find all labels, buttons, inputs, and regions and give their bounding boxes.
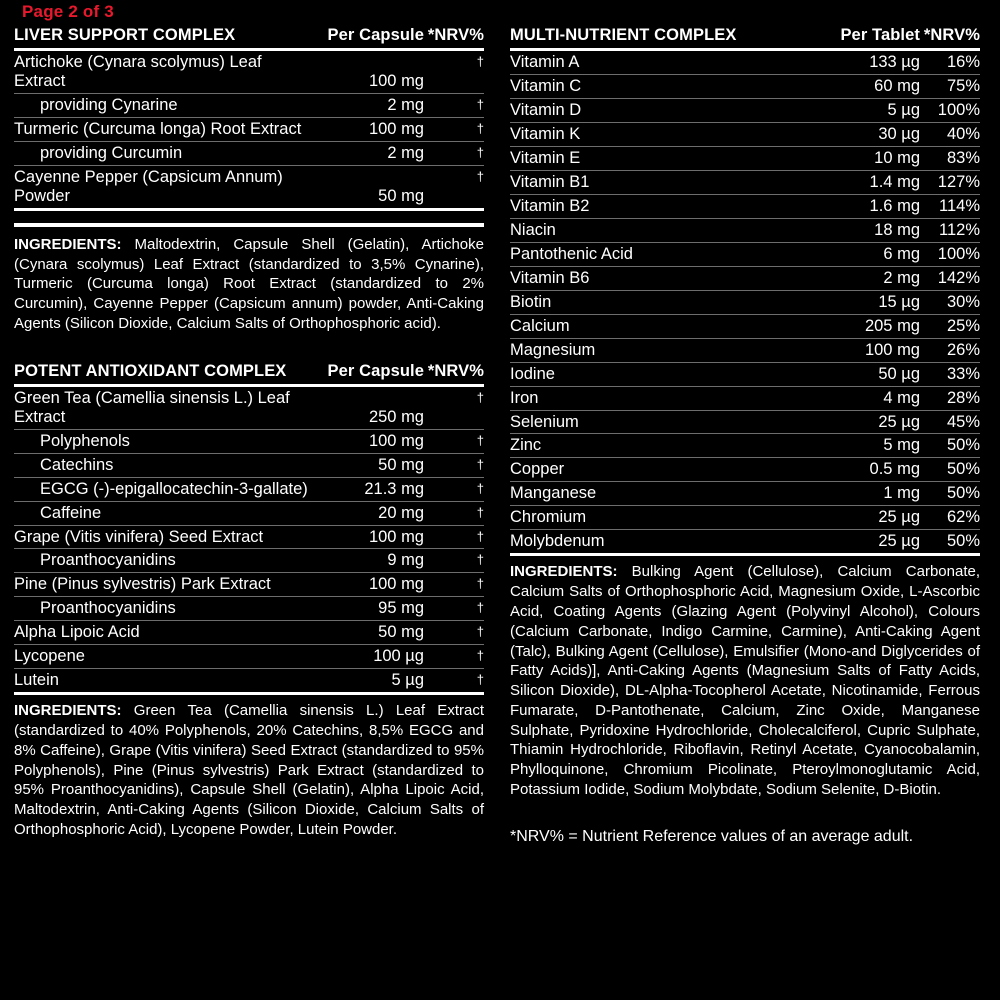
left-column — [14, 24, 484, 862]
table-row — [14, 49, 484, 93]
row-amount: 5 mg — [883, 436, 920, 455]
table-row — [14, 549, 484, 573]
row-amount: 95 mg — [378, 599, 424, 618]
row-nrv: 114% — [939, 196, 980, 215]
row-nrv: † — [476, 389, 484, 405]
page-marker: Page 2 of 3 — [22, 2, 114, 21]
row-nrv: 127% — [937, 172, 980, 191]
row-amount: 50 µg — [878, 364, 920, 383]
table-row — [14, 477, 484, 501]
row-nutrient-name: Green Tea (Camellia sinensis L.) Leaf Extract — [14, 388, 290, 426]
row-nutrient-name: Turmeric (Curcuma longa) Root Extract — [14, 119, 302, 138]
row-nutrient-name: Vitamin D — [510, 100, 582, 119]
row-nutrient-name: Cayenne Pepper (Capsicum Annum) Powder — [14, 167, 283, 205]
multi-ingredients-text: Bulking Agent (Cellulose), Calcium Carbonate, Calcium Salts of Orthophosphoric Acid, Magnesium Oxide, L-Ascorbic Acid, Coating Agents (Glazing Agent (Polyvinyl Alcohol), Colours (Calcium Carbonate, Indigo Carmine, Carmine), Anti-Caking Agent (Talc), Bulking Agent (Cellulose), Emulsifier (Mono-and Diglycerides of Fatty Acids)], Anti-Caking Agents (Magnesium Salts of Fatty Acids, Silicon Dioxide), DL-Alpha-Tocopherol Acetate, Nicotinamide, Ferrous Fumarate, D-Pantothenate, Calcium, Zinc Oxide, Manganese Sulphate, Pyridoxine Hydrochloride, Cholecalciferol, Cupric Sulphate, Thiamin Hydrochloride, Riboflavin, Retinyl Acetate, Cyanocobalamin, Phylloquinone, Chromium Picolinate, Pteroylmonoglutamic Acid, Potassium Iodide, Sodium Molybdate, Sodium Selenite, D-Biotin. — [510, 563, 980, 799]
row-amount: 6 mg — [883, 244, 920, 263]
row-nrv: 83% — [946, 148, 980, 167]
table-row — [14, 385, 484, 429]
row-amount: 10 mg — [874, 148, 920, 167]
row-nutrient-name: Vitamin C — [510, 76, 582, 95]
row-nrv: 25% — [946, 316, 980, 335]
table-row — [510, 530, 980, 555]
table-row — [510, 314, 980, 338]
table-row — [510, 242, 980, 266]
table-row — [510, 338, 980, 362]
right-column — [510, 24, 980, 862]
row-amount: 100 mg — [368, 575, 424, 594]
antiox-ingredients-paragraph — [14, 701, 484, 840]
antiox-table-title: POTENT ANTIOXIDANT COMPLEX — [14, 361, 287, 380]
row-nrv: † — [476, 648, 484, 664]
row-nrv: † — [476, 672, 484, 688]
spacer — [14, 344, 484, 360]
row-nrv: † — [476, 576, 484, 592]
antiox-ingredients-text: Green Tea (Camellia sinensis L.) Leaf Extract (standardized to 40% Polyphenols, 20% Catechins, 8,5% EGCG and 8% Caffeine), Grape (Vitis vinifera) Seed Extract (standardized to 95% Polyphenols), Pine (Pinus sylvestris) Park Extract (standardized to 95% Proanthocyanidins), Capsule Shell (Gelatin), Alpha Lipoic Acid, Maltodextrin, Anti-Caking Agents (Silicon Dioxide, Calcium Salts of Orthophosphoric Acid), Lycopene Powder, Lutein Powder. — [14, 702, 484, 839]
row-nutrient-name: Vitamin A — [510, 52, 580, 71]
row-amount: 50 mg — [378, 455, 424, 474]
row-nrv: 33% — [946, 364, 980, 383]
row-nrv: † — [476, 168, 484, 184]
row-nutrient-name: Selenium — [510, 412, 579, 431]
liver-ingredients-text: Maltodextrin, Capsule Shell (Gelatin), Artichoke (Cynara scolymus) Leaf Extract (standardized to 3,5% Cynarine), Turmeric (Curcuma longa) Root Extract (standardized to 2% Curcumin), Cayenne Pepper (Capsicum annum) powder, Anti-Caking Agents (Silicon Dioxide, Calcium Salts of Orthophosphoric acid). — [14, 235, 484, 332]
row-nrv: † — [476, 456, 484, 472]
multi-col-amount: Per Tablet — [840, 26, 920, 44]
row-nrv: 75% — [946, 76, 980, 95]
row-nutrient-name: Artichoke (Cynara scolymus) Leaf Extract — [14, 52, 262, 90]
row-nutrient-name: Proanthocyanidins — [40, 551, 176, 570]
table-header-row — [14, 24, 484, 49]
table-row — [14, 141, 484, 165]
row-amount: 100 mg — [368, 527, 424, 546]
multi-col-nrv: *NRV% — [923, 26, 980, 44]
row-nutrient-name: Calcium — [510, 316, 570, 335]
row-nrv: 50% — [946, 460, 980, 479]
row-nrv: 40% — [946, 124, 980, 143]
table-row — [510, 482, 980, 506]
table-row — [510, 122, 980, 146]
table-row — [14, 429, 484, 453]
row-nutrient-name: Vitamin B6 — [510, 268, 590, 287]
row-amount: 205 mg — [864, 316, 920, 335]
row-nrv: 28% — [946, 388, 980, 407]
row-amount: 21.3 mg — [364, 479, 424, 498]
table-row — [14, 621, 484, 645]
row-nutrient-name: Vitamin K — [510, 124, 581, 143]
table-row — [510, 290, 980, 314]
table-row — [510, 146, 980, 170]
table-row — [510, 458, 980, 482]
row-amount: 2 mg — [883, 268, 920, 287]
row-amount: 60 mg — [874, 76, 920, 95]
row-nutrient-name: Grape (Vitis vinifera) Seed Extract — [14, 527, 264, 546]
table-row — [510, 386, 980, 410]
row-nrv: 50% — [946, 532, 980, 551]
row-amount: 0.5 mg — [869, 460, 920, 479]
liver-table-body — [14, 49, 484, 209]
row-nrv: 62% — [946, 508, 980, 527]
row-nutrient-name: Alpha Lipoic Acid — [14, 623, 140, 642]
liver-col-amount: Per Capsule — [327, 26, 424, 44]
table-row — [14, 525, 484, 549]
row-nrv: 50% — [946, 436, 980, 455]
table-row — [14, 165, 484, 209]
row-amount: 100 mg — [368, 119, 424, 138]
row-nrv: † — [476, 480, 484, 496]
table-row — [510, 266, 980, 290]
row-nutrient-name: Lutein — [14, 671, 59, 690]
row-nrv: † — [476, 53, 484, 69]
row-nrv: 30% — [946, 292, 980, 311]
table-header-row — [14, 360, 484, 385]
row-nutrient-name: Caffeine — [40, 503, 102, 522]
table-row — [510, 362, 980, 386]
multi-ingredients-label: INGREDIENTS: — [510, 563, 618, 581]
liver-ingredients-label: INGREDIENTS: — [14, 235, 122, 253]
row-amount: 20 mg — [378, 503, 424, 522]
table-row — [14, 93, 484, 117]
row-nrv: † — [476, 552, 484, 568]
row-amount: 100 µg — [373, 647, 424, 666]
row-nutrient-name: Manganese — [510, 484, 597, 503]
row-nutrient-name: Vitamin E — [510, 148, 581, 167]
liver-col-nrv: *NRV% — [427, 26, 484, 44]
row-amount: 133 µg — [869, 52, 920, 71]
multi-table-title: MULTI-NUTRIENT COMPLEX — [510, 26, 737, 44]
row-nrv: 16% — [946, 52, 980, 71]
row-amount: 250 mg — [368, 407, 424, 426]
row-nutrient-name: Magnesium — [510, 340, 596, 359]
row-amount: 5 µg — [887, 100, 920, 119]
row-nrv: † — [476, 624, 484, 640]
row-nutrient-name: Molybdenum — [510, 532, 605, 551]
table-row — [510, 98, 980, 122]
table-row — [14, 573, 484, 597]
liver-ingredients-paragraph — [14, 235, 484, 334]
table-row — [510, 74, 980, 98]
row-nutrient-name: Pantothenic Acid — [510, 244, 633, 263]
nrv-footnote: *NRV% = Nutrient Reference values of an average adult. — [510, 827, 914, 845]
row-amount: 1 mg — [883, 484, 920, 503]
row-nutrient-name: Niacin — [510, 220, 556, 239]
row-nrv: 26% — [946, 340, 980, 359]
row-amount: 25 µg — [878, 532, 920, 551]
potent-antioxidant-complex-table — [14, 360, 484, 696]
row-amount: 1.6 mg — [869, 196, 920, 215]
row-nrv: 142% — [937, 268, 980, 287]
antiox-col-nrv: *NRV% — [427, 361, 484, 380]
row-amount: 100 mg — [864, 340, 920, 359]
table-row — [510, 410, 980, 434]
row-amount: 4 mg — [883, 388, 920, 407]
multi-ingredients-paragraph — [510, 562, 980, 800]
antiox-col-amount: Per Capsule — [327, 361, 424, 380]
row-nutrient-name: Chromium — [510, 508, 587, 527]
row-nutrient-name: providing Cynarine — [40, 95, 178, 114]
row-amount: 100 mg — [368, 431, 424, 450]
liver-table-title: LIVER SUPPORT COMPLEX — [14, 26, 236, 44]
row-nrv: † — [476, 600, 484, 616]
row-nrv: † — [476, 120, 484, 136]
row-nrv: 45% — [946, 412, 980, 431]
table-row — [14, 117, 484, 141]
table-row — [14, 501, 484, 525]
table-row — [14, 597, 484, 621]
row-amount: 5 µg — [391, 671, 424, 690]
row-amount: 50 mg — [378, 623, 424, 642]
row-nutrient-name: Copper — [510, 460, 565, 479]
row-nutrient-name: Polyphenols — [40, 431, 130, 450]
row-amount: 25 µg — [878, 508, 920, 527]
row-nrv: † — [476, 432, 484, 448]
row-nutrient-name: Lycopene — [14, 647, 85, 666]
row-nutrient-name: Vitamin B2 — [510, 196, 590, 215]
row-amount: 100 mg — [368, 71, 424, 90]
row-nutrient-name: Iron — [510, 388, 539, 407]
table-row — [14, 453, 484, 477]
table-row — [510, 218, 980, 242]
table-row — [510, 434, 980, 458]
row-nrv: 100% — [937, 244, 980, 263]
antiox-table-body — [14, 385, 484, 694]
row-amount: 30 µg — [878, 124, 920, 143]
row-amount: 9 mg — [387, 551, 424, 570]
multi-table-body — [510, 49, 980, 554]
row-nrv: 112% — [939, 220, 980, 239]
table-row — [14, 645, 484, 669]
row-amount: 50 mg — [378, 186, 424, 205]
row-amount: 2 mg — [387, 143, 424, 162]
table-row — [510, 49, 980, 74]
row-nrv: 100% — [937, 100, 980, 119]
row-nutrient-name: Biotin — [510, 292, 552, 311]
row-nrv: † — [476, 96, 484, 112]
row-nutrient-name: EGCG (-)-epigallocatechin-3-gallate) — [40, 479, 308, 498]
row-amount: 2 mg — [387, 95, 424, 114]
row-nutrient-name: providing Curcumin — [40, 143, 183, 162]
row-nrv: † — [476, 504, 484, 520]
antiox-ingredients-label: INGREDIENTS: — [14, 702, 122, 720]
table-header-row — [510, 24, 980, 49]
row-nutrient-name: Vitamin B1 — [510, 172, 590, 191]
row-nutrient-name: Pine (Pinus sylvestris) Park Extract — [14, 575, 271, 594]
table-row — [510, 194, 980, 218]
divider-rule — [14, 223, 484, 227]
row-amount: 15 µg — [878, 292, 920, 311]
row-nutrient-name: Proanthocyanidins — [40, 599, 176, 618]
row-nrv: † — [476, 144, 484, 160]
table-row — [510, 506, 980, 530]
row-nutrient-name: Catechins — [40, 455, 114, 474]
multi-nutrient-complex-table — [510, 24, 980, 556]
row-nutrient-name: Iodine — [510, 364, 555, 383]
row-nutrient-name: Zinc — [510, 436, 542, 455]
row-amount: 1.4 mg — [869, 172, 920, 191]
row-amount: 18 mg — [874, 220, 920, 239]
two-column-layout — [14, 8, 986, 862]
row-amount: 25 µg — [878, 412, 920, 431]
row-nrv: † — [476, 528, 484, 544]
liver-support-complex-table — [14, 24, 484, 211]
table-row — [14, 669, 484, 694]
row-nrv: 50% — [946, 484, 980, 503]
table-row — [510, 170, 980, 194]
